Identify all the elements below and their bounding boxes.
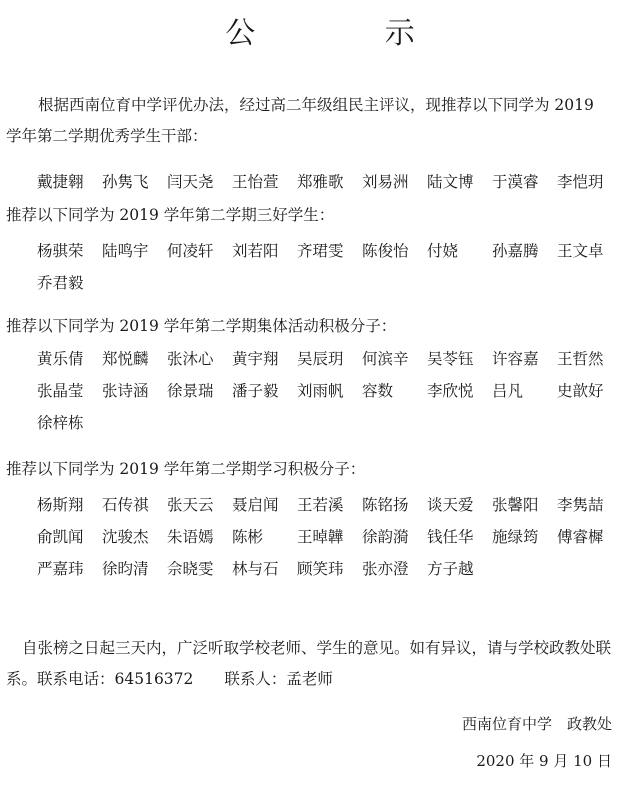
student-name: 刘易洲 bbox=[362, 173, 409, 191]
study-names bbox=[37, 489, 627, 585]
student-name: 孙嘉腾 bbox=[492, 242, 539, 260]
student-name: 聂启闻 bbox=[232, 496, 279, 514]
student-name: 钱任华 bbox=[427, 528, 474, 546]
section-heading-activity: 推荐以下同学为 2019 学年第二学期集体活动积极分子： bbox=[6, 317, 397, 335]
date: 2020 年 9 月 10 日 bbox=[476, 752, 612, 770]
student-name: 陆鸣宇 bbox=[102, 242, 149, 260]
student-name: 闫天尧 bbox=[167, 173, 214, 191]
student-name: 陈俊怡 bbox=[362, 242, 409, 260]
merit-names bbox=[37, 235, 627, 299]
student-name: 李隽喆 bbox=[557, 496, 604, 514]
student-name: 李恺玥 bbox=[557, 173, 604, 191]
student-name: 张诗涵 bbox=[102, 382, 149, 400]
student-name: 张天云 bbox=[167, 496, 214, 514]
student-name: 徐景瑞 bbox=[167, 382, 214, 400]
page-title: 公 示 bbox=[225, 16, 475, 51]
student-name: 付娆 bbox=[427, 242, 459, 260]
student-name: 陈彬 bbox=[232, 528, 264, 546]
signature: 西南位育中学 政教处 bbox=[461, 715, 612, 733]
student-name: 郑雅歌 bbox=[297, 173, 344, 191]
student-name: 齐珺雯 bbox=[297, 242, 344, 260]
student-name: 张亦澄 bbox=[362, 560, 409, 578]
student-name: 吴辰玥 bbox=[297, 350, 344, 368]
notice-paragraph: 自张榜之日起三天内，广泛听取学校老师、学生的意见。如有异议，请与学校政教处联系。联系电话：64516372 联系人：孟老师 bbox=[6, 639, 612, 688]
student-name: 杨骐荣 bbox=[37, 242, 84, 260]
student-name: 潘子毅 bbox=[232, 382, 279, 400]
student-name: 朱语嫣 bbox=[167, 528, 214, 546]
student-name: 陈铭扬 bbox=[362, 496, 409, 514]
student-name: 张馨阳 bbox=[492, 496, 539, 514]
student-name: 徐昀清 bbox=[102, 560, 149, 578]
student-name: 黄宇翔 bbox=[232, 350, 279, 368]
activity-names bbox=[37, 343, 627, 439]
student-name: 史歆好 bbox=[557, 382, 604, 400]
student-name: 于漠睿 bbox=[492, 173, 539, 191]
student-name: 徐梓栋 bbox=[37, 414, 84, 432]
cadre-names bbox=[37, 166, 627, 198]
student-name: 徐韵漪 bbox=[362, 528, 409, 546]
section-heading-merit: 推荐以下同学为 2019 学年第二学期三好学生： bbox=[6, 206, 335, 224]
student-name: 容数 bbox=[362, 382, 394, 400]
student-name: 吴苓钰 bbox=[427, 350, 474, 368]
student-name: 谈天爱 bbox=[427, 496, 474, 514]
student-name: 黄乐倩 bbox=[37, 350, 84, 368]
student-name: 俞凯闻 bbox=[37, 528, 84, 546]
student-name: 王哲然 bbox=[557, 350, 604, 368]
student-name: 王怡萱 bbox=[232, 173, 279, 191]
student-name: 王晫韡 bbox=[297, 528, 344, 546]
student-name: 郑悦麟 bbox=[102, 350, 149, 368]
student-name: 佘晓雯 bbox=[167, 560, 214, 578]
student-name: 严嘉玮 bbox=[37, 560, 84, 578]
student-name: 王文卓 bbox=[557, 242, 604, 260]
section-heading-study: 推荐以下同学为 2019 学年第二学期学习积极分子： bbox=[6, 460, 366, 478]
student-name: 沈骏杰 bbox=[102, 528, 149, 546]
student-name: 许容嘉 bbox=[492, 350, 539, 368]
student-name: 石传祺 bbox=[102, 496, 149, 514]
student-name: 刘若阳 bbox=[232, 242, 279, 260]
student-name: 孙隽飞 bbox=[102, 173, 149, 191]
student-name: 林与石 bbox=[232, 560, 279, 578]
student-name: 刘雨帆 bbox=[297, 382, 344, 400]
student-name: 戴捷翱 bbox=[37, 173, 84, 191]
student-name: 张沐心 bbox=[167, 350, 214, 368]
student-name: 吕凡 bbox=[492, 382, 524, 400]
student-name: 张晶莹 bbox=[37, 382, 84, 400]
student-name: 傅睿樨 bbox=[557, 528, 604, 546]
student-name: 陆文博 bbox=[427, 173, 474, 191]
student-name: 顾笑玮 bbox=[297, 560, 344, 578]
student-name: 方子越 bbox=[427, 560, 474, 578]
student-name: 施绿筠 bbox=[492, 528, 539, 546]
student-name: 李欣悦 bbox=[427, 382, 474, 400]
student-name: 何凌轩 bbox=[167, 242, 214, 260]
intro-paragraph: 根据西南位育中学评优办法，经过高二年级组民主评议，现推荐以下同学为 2019 学年第二学期优秀学生干部： bbox=[6, 96, 594, 145]
student-name: 杨斯翔 bbox=[37, 496, 84, 514]
student-name: 何滨辛 bbox=[362, 350, 409, 368]
student-name: 乔君毅 bbox=[37, 274, 84, 292]
student-name: 王若溪 bbox=[297, 496, 344, 514]
